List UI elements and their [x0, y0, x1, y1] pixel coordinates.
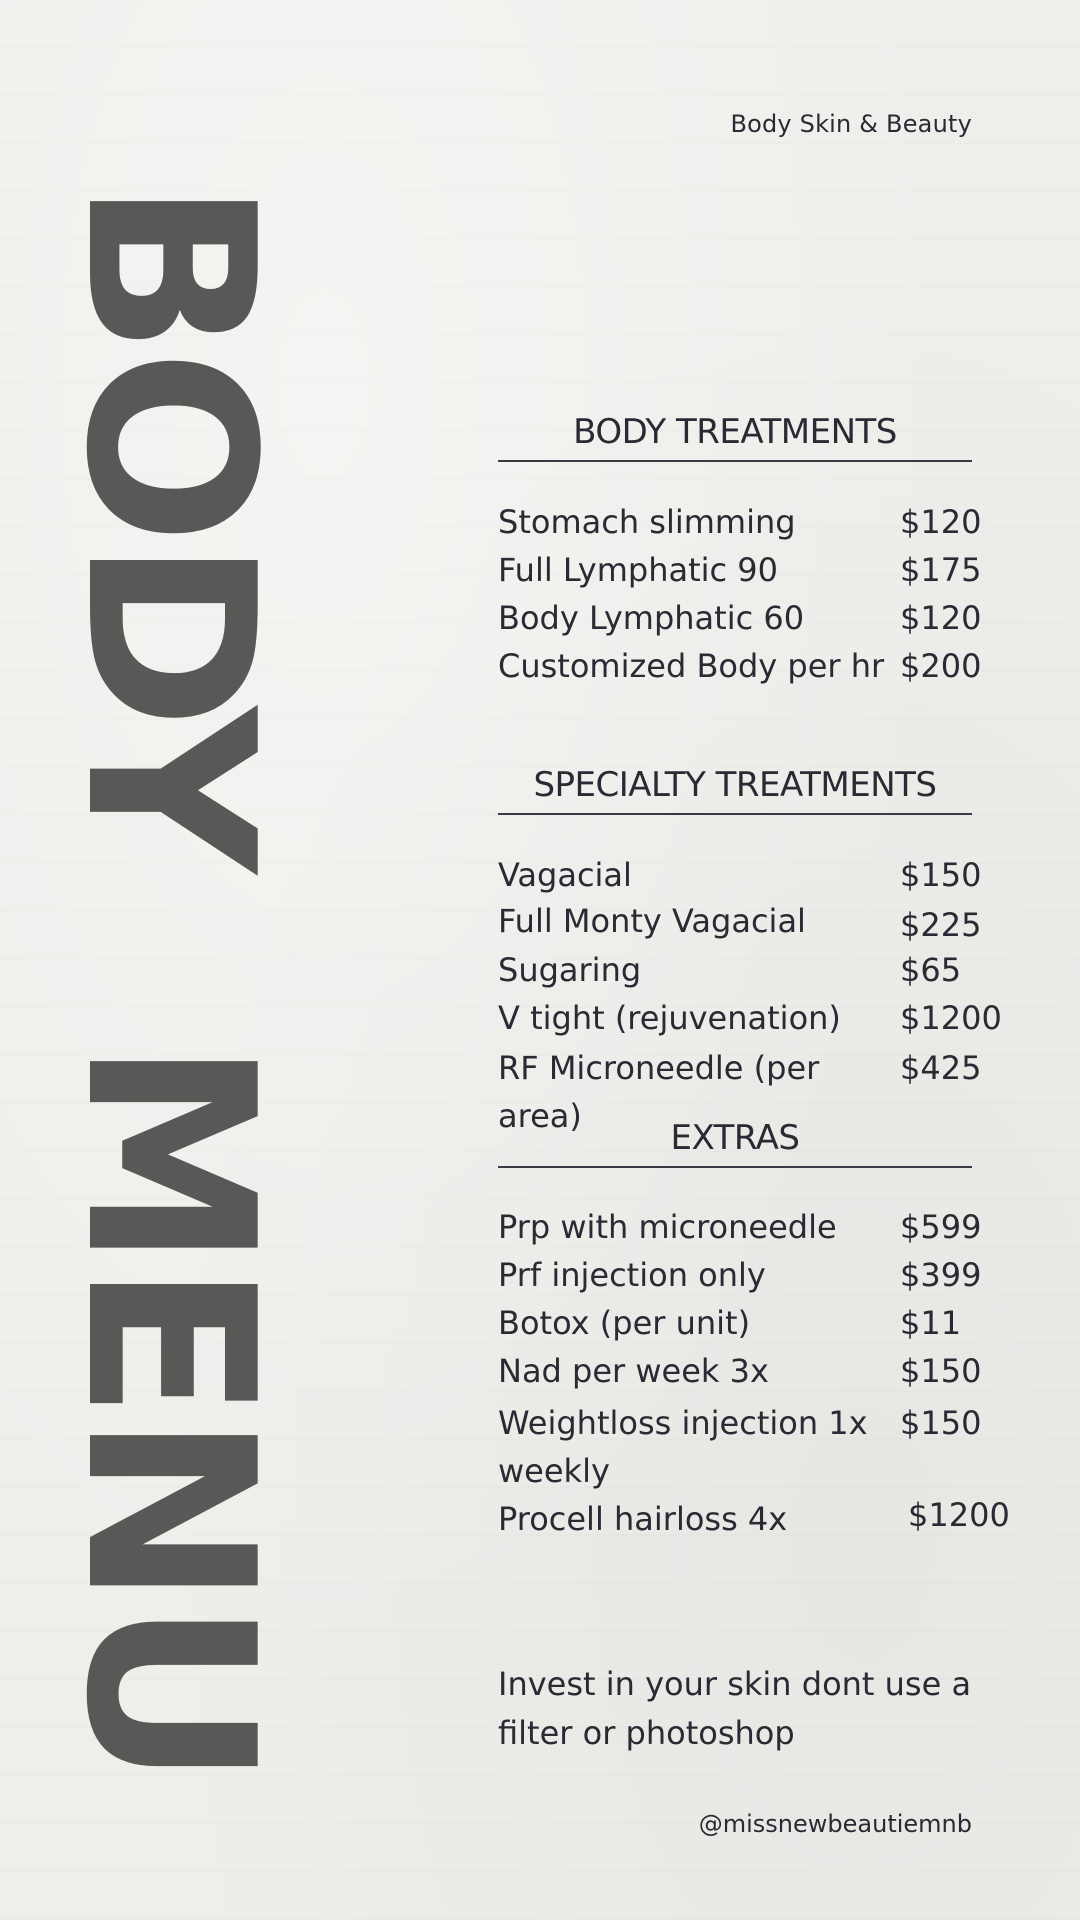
item-name: Stomach slimming [498, 503, 796, 541]
item-name: Full Lymphatic 90 [498, 551, 779, 589]
tagline: Invest in your skin dont use a filter or photoshop [498, 1665, 972, 1752]
vertical-title-body: BODY [35, 180, 302, 868]
item-price: $225 [900, 906, 982, 944]
menu-item [498, 546, 1018, 594]
menu-item [498, 851, 1018, 899]
item-price: $65 [900, 951, 962, 989]
item-price: $1200 [900, 999, 1002, 1037]
item-price: $150 [900, 1404, 982, 1442]
menu-item [498, 1203, 1018, 1251]
item-price: $1200 [908, 1496, 1010, 1534]
item-name: Weightloss injection 1x weekly [498, 1404, 868, 1490]
item-name: Full Monty Vagacial [498, 902, 806, 940]
item-name: RF Microneedle (per area) [498, 1049, 820, 1135]
section-title-specialty-treatments: SPECIALTY TREATMENTS [498, 765, 972, 815]
menu-item [498, 1251, 1018, 1299]
brand-name: Body Skin & Beauty [730, 110, 972, 138]
item-price: $425 [900, 1049, 982, 1087]
item-price: $200 [900, 647, 982, 685]
item-name: Vagacial [498, 856, 632, 894]
item-name: Body Lymphatic 60 [498, 599, 805, 637]
menu-item [498, 642, 1018, 690]
menu-item [498, 594, 1018, 642]
item-name: Sugaring [498, 951, 642, 989]
item-price: $150 [900, 856, 982, 894]
item-name: V tight (rejuvenation) [498, 999, 841, 1037]
item-name: Customized Body per hr [498, 647, 885, 685]
menu-item [498, 1399, 1018, 1495]
menu-item [498, 498, 1018, 546]
menu-item [498, 994, 1018, 1042]
item-name: Prf injection only [498, 1256, 766, 1294]
menu-item [498, 1347, 1018, 1395]
item-name: Procell hairloss 4x [498, 1500, 788, 1538]
item-name: Nad per week 3x [498, 1352, 769, 1390]
item-price: $175 [900, 551, 982, 589]
menu-item [498, 897, 1018, 945]
vertical-title-menu: MENU [35, 1040, 302, 1782]
item-price: $11 [900, 1304, 962, 1342]
menu-item [498, 1299, 1018, 1347]
item-price: $599 [900, 1208, 982, 1246]
item-price: $399 [900, 1256, 982, 1294]
item-name: Prp with microneedle [498, 1208, 837, 1246]
menu-item [498, 946, 1018, 994]
item-price: $120 [900, 503, 982, 541]
menu-item [498, 1495, 1018, 1543]
section-title-extras: EXTRAS [498, 1118, 972, 1168]
item-name: Botox (per unit) [498, 1304, 751, 1342]
item-price: $150 [900, 1352, 982, 1390]
item-price: $120 [900, 599, 982, 637]
social-handle: @missnewbeautiemnb [698, 1810, 972, 1838]
section-title-body-treatments: BODY TREATMENTS [498, 412, 972, 462]
